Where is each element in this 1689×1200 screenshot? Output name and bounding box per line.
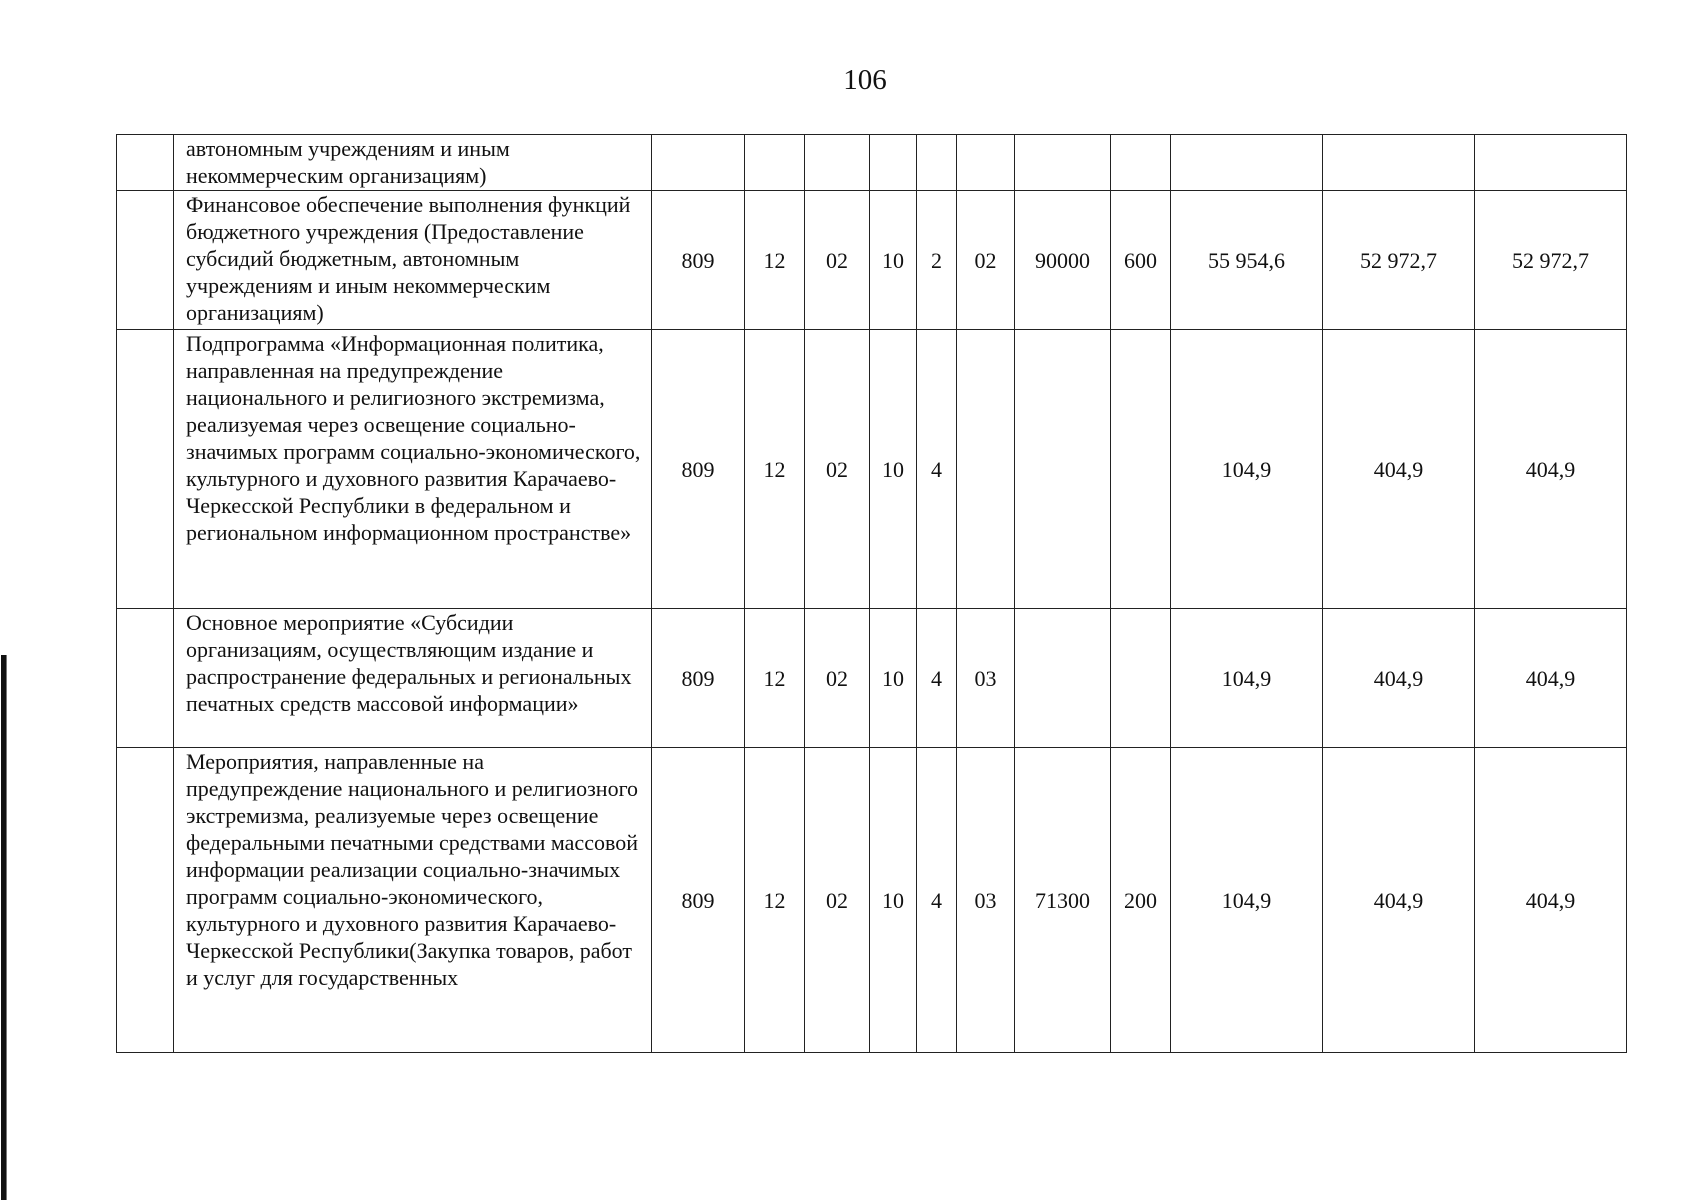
item-name-cell: Подпрограмма «Информационная политика, направленная на предупреждение национального и религиозного экстремизма, реализуемая через освещение социально-значимых программ социально-экономического, культурного и духовного развития Карачаево-Черкесской Республики в федеральном и региональном информационном пространстве» [174,330,652,609]
direction-cell: 71300 [1015,748,1111,1053]
row-number-cell [117,609,174,748]
amount-cell: 55 954,6 [1171,191,1323,330]
subsection-cell: 02 [805,748,870,1053]
amount-cell: 104,9 [1171,748,1323,1053]
amount-cell [1475,135,1627,191]
program-cell: 10 [870,330,917,609]
expense-type-cell: 200 [1111,748,1171,1053]
amount-cell: 404,9 [1475,330,1627,609]
section-cell [745,135,805,191]
table-row [117,135,1627,191]
direction-cell [1015,135,1111,191]
program-cell: 10 [870,191,917,330]
main-activity-cell: 03 [957,748,1015,1053]
subsection-cell: 02 [805,609,870,748]
section-cell: 12 [745,191,805,330]
expense-type-cell [1111,135,1171,191]
section-cell: 12 [745,748,805,1053]
amount-cell: 404,9 [1323,748,1475,1053]
main-activity-cell: 02 [957,191,1015,330]
row-number-cell [117,191,174,330]
amount-cell: 52 972,7 [1475,191,1627,330]
row-number-cell [117,330,174,609]
item-name-cell: автономным учреждениям и иным некоммерческим организациям) [174,135,652,191]
subprogram-cell: 4 [917,330,957,609]
expense-type-cell: 600 [1111,191,1171,330]
direction-cell [1015,330,1111,609]
ministry-code-cell: 809 [652,191,745,330]
subsection-cell: 02 [805,330,870,609]
amount-cell: 104,9 [1171,609,1323,748]
main-activity-cell [957,135,1015,191]
subprogram-cell: 2 [917,191,957,330]
ministry-code-cell: 809 [652,609,745,748]
subprogram-cell: 4 [917,609,957,748]
direction-cell: 90000 [1015,191,1111,330]
program-cell [870,135,917,191]
section-cell: 12 [745,609,805,748]
amount-cell [1171,135,1323,191]
program-cell: 10 [870,748,917,1053]
main-activity-cell: 03 [957,609,1015,748]
item-name-cell: Мероприятия, направленные на предупреждение национального и религиозного экстремизма, реализуемые через освещение федеральными печатными средствами массовой информации реализации социально-значимых программ социально-экономического, культурного и духовного развития Карачаево-Черкесской Республики(Закупка товаров, работ и услуг для государственных [174,748,652,1053]
direction-cell [1015,609,1111,748]
item-name-cell: Финансовое обеспечение выполнения функций бюджетного учреждения (Предоставление субсидий бюджетным, автономным учреждениям и иным некоммерческим организациям) [174,191,652,330]
item-name-cell: Основное мероприятие «Субсидии организациям, осуществляющим издание и распространение федеральных и региональных печатных средств массовой информации» [174,609,652,748]
expense-type-cell [1111,330,1171,609]
scan-edge-shadow [6,655,7,1200]
expense-type-cell [1111,609,1171,748]
table-row [117,330,1627,609]
amount-cell: 404,9 [1323,330,1475,609]
subsection-cell [805,135,870,191]
amount-cell: 404,9 [1475,609,1627,748]
ministry-code-cell [652,135,745,191]
amount-cell: 104,9 [1171,330,1323,609]
table-row [117,609,1627,748]
amount-cell: 404,9 [1475,748,1627,1053]
ministry-code-cell: 809 [652,330,745,609]
table-row [117,191,1627,330]
subsection-cell: 02 [805,191,870,330]
row-number-cell [117,748,174,1053]
amount-cell: 52 972,7 [1323,191,1475,330]
page-number: 106 [843,64,887,96]
main-activity-cell [957,330,1015,609]
section-cell: 12 [745,330,805,609]
subprogram-cell [917,135,957,191]
amount-cell: 404,9 [1323,609,1475,748]
budget-table [116,134,1627,1053]
program-cell: 10 [870,609,917,748]
ministry-code-cell: 809 [652,748,745,1053]
amount-cell [1323,135,1475,191]
table-row [117,748,1627,1053]
row-number-cell [117,135,174,191]
subprogram-cell: 4 [917,748,957,1053]
